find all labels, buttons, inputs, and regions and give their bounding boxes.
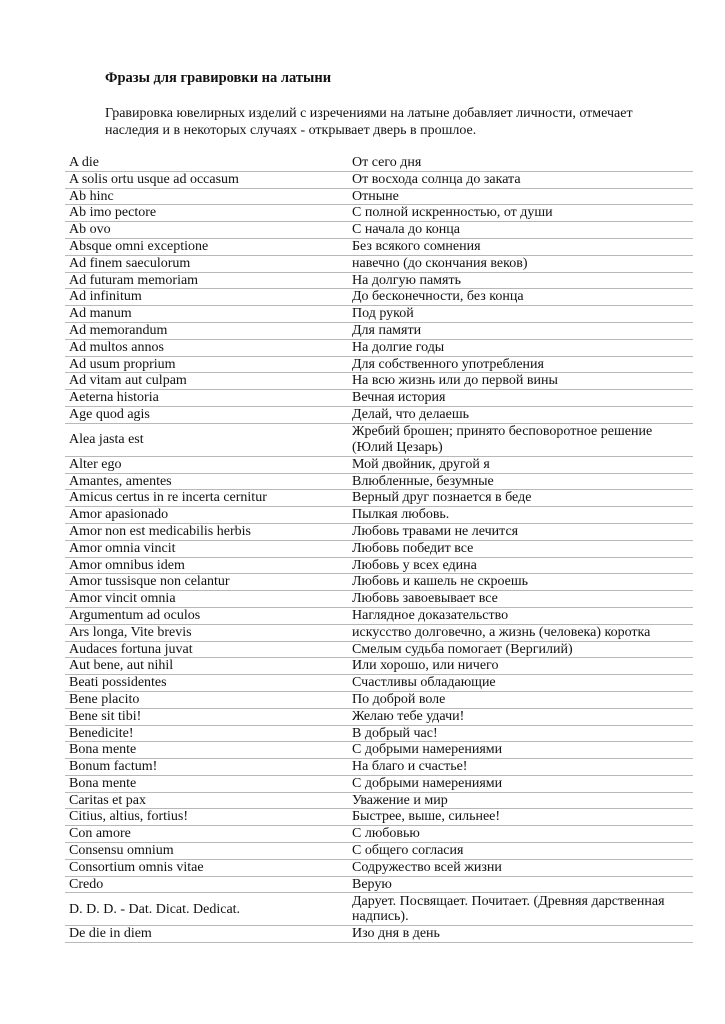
russian-translation: Содружество всей жизни bbox=[348, 859, 693, 876]
phrase-row bbox=[65, 775, 693, 792]
latin-phrase: Consensu omnium bbox=[65, 843, 348, 860]
russian-translation: Вечная история bbox=[348, 390, 693, 407]
russian-translation: Верую bbox=[348, 876, 693, 893]
russian-translation: Любовь травами не лечится bbox=[348, 523, 693, 540]
russian-translation: навечно (до скончания веков) bbox=[348, 255, 693, 272]
phrase-table-body bbox=[65, 155, 693, 943]
russian-translation: Пылкая любовь. bbox=[348, 507, 693, 524]
phrase-row bbox=[65, 390, 693, 407]
russian-translation: Влюбленные, безумные bbox=[348, 473, 693, 490]
latin-phrase: Amor apasionado bbox=[65, 507, 348, 524]
phrase-row bbox=[65, 926, 693, 943]
latin-phrase: Ars longa, Vite brevis bbox=[65, 624, 348, 641]
phrase-row bbox=[65, 356, 693, 373]
phrase-row bbox=[65, 222, 693, 239]
russian-translation: Смелым судьба помогает (Вергилий) bbox=[348, 641, 693, 658]
phrase-row bbox=[65, 339, 693, 356]
russian-translation: С полной искренностью, от души bbox=[348, 205, 693, 222]
phrase-row bbox=[65, 540, 693, 557]
russian-translation: До бесконечности, без конца bbox=[348, 289, 693, 306]
latin-phrase: Consortium omnis vitae bbox=[65, 859, 348, 876]
phrase-row bbox=[65, 490, 693, 507]
russian-translation: На благо и счастье! bbox=[348, 759, 693, 776]
russian-translation: Делай, что делаешь bbox=[348, 406, 693, 423]
russian-translation: Мой двойник, другой я bbox=[348, 456, 693, 473]
latin-phrase: Beati possidentes bbox=[65, 675, 348, 692]
latin-phrase: Bene sit tibi! bbox=[65, 708, 348, 725]
russian-translation: С любовью bbox=[348, 826, 693, 843]
phrase-row bbox=[65, 171, 693, 188]
latin-phrase: Amor omnia vincit bbox=[65, 540, 348, 557]
phrase-row bbox=[65, 859, 693, 876]
latin-phrase: Con amore bbox=[65, 826, 348, 843]
phrase-row bbox=[65, 658, 693, 675]
phrase-row bbox=[65, 641, 693, 658]
latin-phrase: Argumentum ad oculos bbox=[65, 607, 348, 624]
russian-translation: С общего согласия bbox=[348, 843, 693, 860]
phrase-row bbox=[65, 759, 693, 776]
latin-phrase: Caritas et pax bbox=[65, 792, 348, 809]
russian-translation: Любовь и кашель не скроешь bbox=[348, 574, 693, 591]
phrase-table bbox=[65, 155, 693, 943]
russian-translation: С начала до конца bbox=[348, 222, 693, 239]
latin-phrase: Absque omni exceptione bbox=[65, 238, 348, 255]
phrase-row bbox=[65, 792, 693, 809]
latin-phrase: Bona mente bbox=[65, 742, 348, 759]
phrase-row bbox=[65, 473, 693, 490]
russian-translation: Желаю тебе удачи! bbox=[348, 708, 693, 725]
phrase-row bbox=[65, 306, 693, 323]
phrase-row bbox=[65, 876, 693, 893]
phrase-row bbox=[65, 591, 693, 608]
latin-phrase: Amor omnibus idem bbox=[65, 557, 348, 574]
latin-phrase: Amor tussisque non celantur bbox=[65, 574, 348, 591]
phrase-row bbox=[65, 742, 693, 759]
latin-phrase: Ad usum proprium bbox=[65, 356, 348, 373]
latin-phrase: D. D. D. - Dat. Dicat. Dedicat. bbox=[65, 893, 348, 926]
phrase-row bbox=[65, 272, 693, 289]
russian-translation: С добрыми намерениями bbox=[348, 775, 693, 792]
latin-phrase: Ad memorandum bbox=[65, 322, 348, 339]
latin-phrase: Amicus certus in re incerta cernitur bbox=[65, 490, 348, 507]
russian-translation: Быстрее, выше, сильнее! bbox=[348, 809, 693, 826]
russian-translation: Любовь победит все bbox=[348, 540, 693, 557]
phrase-row bbox=[65, 423, 693, 456]
intro-paragraph bbox=[105, 105, 685, 139]
russian-translation: Верный друг познается в беде bbox=[348, 490, 693, 507]
phrase-row bbox=[65, 691, 693, 708]
russian-translation: Жребий брошен; принято бесповоротное решение (Юлий Цезарь) bbox=[348, 423, 693, 456]
phrase-row bbox=[65, 456, 693, 473]
latin-phrase: Benedicite! bbox=[65, 725, 348, 742]
latin-phrase: Audaces fortuna juvat bbox=[65, 641, 348, 658]
phrase-row bbox=[65, 843, 693, 860]
phrase-row bbox=[65, 406, 693, 423]
latin-phrase: Ad infinitum bbox=[65, 289, 348, 306]
latin-phrase: Age quod agis bbox=[65, 406, 348, 423]
latin-phrase: Citius, altius, fortius! bbox=[65, 809, 348, 826]
phrase-row bbox=[65, 893, 693, 926]
russian-translation: На долгие годы bbox=[348, 339, 693, 356]
phrase-row bbox=[65, 708, 693, 725]
latin-phrase: Bene placito bbox=[65, 691, 348, 708]
phrase-row bbox=[65, 155, 693, 171]
russian-translation: На долгую память bbox=[348, 272, 693, 289]
phrase-row bbox=[65, 188, 693, 205]
latin-phrase: Aeterna historia bbox=[65, 390, 348, 407]
latin-phrase: Ad vitam aut culpam bbox=[65, 373, 348, 390]
phrase-row bbox=[65, 725, 693, 742]
russian-translation: Или хорошо, или ничего bbox=[348, 658, 693, 675]
phrase-row bbox=[65, 809, 693, 826]
russian-translation: Любовь завоевывает все bbox=[348, 591, 693, 608]
russian-translation: Любовь у всех едина bbox=[348, 557, 693, 574]
document-title: Фразы для гравировки на латыни bbox=[105, 70, 332, 86]
intro-line: наследия и в некоторых случаях - открывает дверь в прошлое. bbox=[105, 123, 477, 138]
latin-phrase: Alea jasta est bbox=[65, 423, 348, 456]
russian-translation: Для памяти bbox=[348, 322, 693, 339]
latin-phrase: Ab ovo bbox=[65, 222, 348, 239]
phrase-row bbox=[65, 607, 693, 624]
russian-translation: Отныне bbox=[348, 188, 693, 205]
russian-translation: Дарует. Посвящает. Почитает. (Древняя дарственная надпись). bbox=[348, 893, 693, 926]
phrase-row bbox=[65, 675, 693, 692]
russian-translation: Счастливы обладающие bbox=[348, 675, 693, 692]
latin-phrase: Amor non est medicabilis herbis bbox=[65, 523, 348, 540]
phrase-row bbox=[65, 238, 693, 255]
latin-phrase: Aut bene, aut nihil bbox=[65, 658, 348, 675]
latin-phrase: Ab hinc bbox=[65, 188, 348, 205]
phrase-row bbox=[65, 507, 693, 524]
phrase-row bbox=[65, 574, 693, 591]
phrase-row bbox=[65, 826, 693, 843]
phrase-row bbox=[65, 205, 693, 222]
russian-translation: В добрый час! bbox=[348, 725, 693, 742]
latin-phrase: De die in diem bbox=[65, 926, 348, 943]
latin-phrase: Ad multos annos bbox=[65, 339, 348, 356]
russian-translation: По доброй воле bbox=[348, 691, 693, 708]
latin-phrase: Alter ego bbox=[65, 456, 348, 473]
latin-phrase: Amor vincit omnia bbox=[65, 591, 348, 608]
latin-phrase: Bonum factum! bbox=[65, 759, 348, 776]
russian-translation: С добрыми намерениями bbox=[348, 742, 693, 759]
phrase-row bbox=[65, 557, 693, 574]
latin-phrase: Ad futuram memoriam bbox=[65, 272, 348, 289]
russian-translation: Без всякого сомнения bbox=[348, 238, 693, 255]
latin-phrase: Amantes, amentes bbox=[65, 473, 348, 490]
russian-translation: Наглядное доказательство bbox=[348, 607, 693, 624]
latin-phrase: A solis ortu usque ad occasum bbox=[65, 171, 348, 188]
latin-phrase: Credo bbox=[65, 876, 348, 893]
latin-phrase: Ab imo pectore bbox=[65, 205, 348, 222]
russian-translation: искусство долговечно, а жизнь (человека) коротка bbox=[348, 624, 693, 641]
latin-phrase: Ad finem saeculorum bbox=[65, 255, 348, 272]
latin-phrase: Ad manum bbox=[65, 306, 348, 323]
phrase-row bbox=[65, 624, 693, 641]
phrase-row bbox=[65, 289, 693, 306]
russian-translation: Уважение и мир bbox=[348, 792, 693, 809]
latin-phrase: Bona mente bbox=[65, 775, 348, 792]
russian-translation: Под рукой bbox=[348, 306, 693, 323]
russian-translation: На всю жизнь или до первой вины bbox=[348, 373, 693, 390]
russian-translation: Изо дня в день bbox=[348, 926, 693, 943]
intro-line: Гравировка ювелирных изделий с изречениями на латыне добавляет личности, отмечает bbox=[105, 106, 633, 121]
phrase-row bbox=[65, 255, 693, 272]
russian-translation: От сего дня bbox=[348, 155, 693, 171]
phrase-row bbox=[65, 523, 693, 540]
phrase-row bbox=[65, 373, 693, 390]
phrase-row bbox=[65, 322, 693, 339]
russian-translation: Для собственного употребления bbox=[348, 356, 693, 373]
russian-translation: От восхода солнца до заката bbox=[348, 171, 693, 188]
latin-phrase: A die bbox=[65, 155, 348, 171]
